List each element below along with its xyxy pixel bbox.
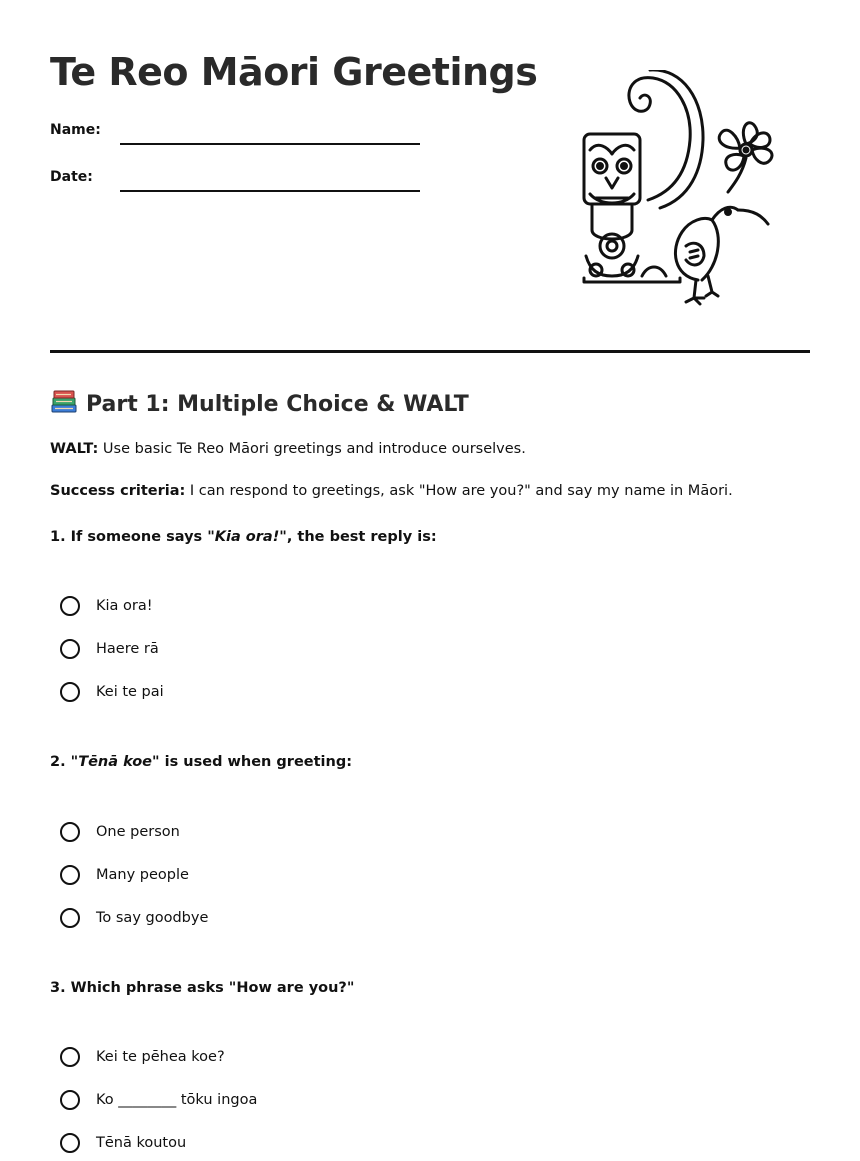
page-title: Te Reo Māori Greetings [50,50,538,94]
option-label: Kia ora! [96,598,153,614]
option-label: Tēnā koutou [96,1135,187,1151]
radio-button[interactable] [60,865,80,885]
option-label: To say goodbye [96,910,209,926]
question-3-prefix: 3. Which phrase asks "How are you?" [50,980,355,996]
walt-label: WALT: [50,441,99,457]
question-1-quote: "Kia ora!" [207,529,287,545]
name-field[interactable] [120,143,420,145]
question-2-quote: "Tēnā koe" [70,754,160,770]
radio-button[interactable] [60,1047,80,1067]
success-criteria-text: I can respond to greetings, ask "How are you?" and say my name in Māori. [185,483,733,499]
question-3-option-3[interactable] [60,1131,186,1155]
radio-button[interactable] [60,639,80,659]
success-criteria-label: Success criteria: [50,483,186,499]
question-2-suffix: is used when greeting: [159,754,353,770]
section-divider [50,350,810,353]
question-2 [50,754,352,770]
books-icon [50,389,78,415]
name-label: Name: [50,122,101,138]
question-1-suffix: , the best reply is: [286,529,437,545]
question-3-option-1[interactable] [60,1045,225,1069]
option-label: Kei te pēhea koe? [96,1049,225,1065]
question-2-option-3[interactable] [60,906,208,930]
option-label: One person [96,824,180,840]
question-1 [50,529,437,545]
radio-button[interactable] [60,1090,80,1110]
radio-button[interactable] [60,682,80,702]
question-1-prefix: 1. If someone says [50,529,208,545]
question-1-option-2[interactable] [60,637,159,661]
walt-statement [50,441,526,457]
maori-carving-kiwi-flower-illustration [578,70,793,310]
part1-heading-text: Part 1: Multiple Choice & WALT [86,392,469,417]
option-label: Kei te pai [96,684,164,700]
question-3 [50,980,354,996]
question-1-option-1[interactable] [60,594,153,618]
question-2-prefix: 2. [50,754,71,770]
option-label: Many people [96,867,189,883]
part1-heading [50,389,469,417]
option-label: Ko ________ tōku ingoa [96,1092,258,1108]
walt-text: Use basic Te Reo Māori greetings and introduce ourselves. [98,441,526,457]
radio-button[interactable] [60,908,80,928]
radio-button[interactable] [60,596,80,616]
question-3-option-2[interactable] [60,1088,257,1112]
question-1-option-3[interactable] [60,680,164,704]
radio-button[interactable] [60,822,80,842]
success-criteria [50,483,733,499]
question-2-option-2[interactable] [60,863,189,887]
option-label: Haere rā [96,641,159,657]
date-label: Date: [50,169,93,185]
question-2-option-1[interactable] [60,820,180,844]
radio-button[interactable] [60,1133,80,1153]
date-field[interactable] [120,190,420,192]
